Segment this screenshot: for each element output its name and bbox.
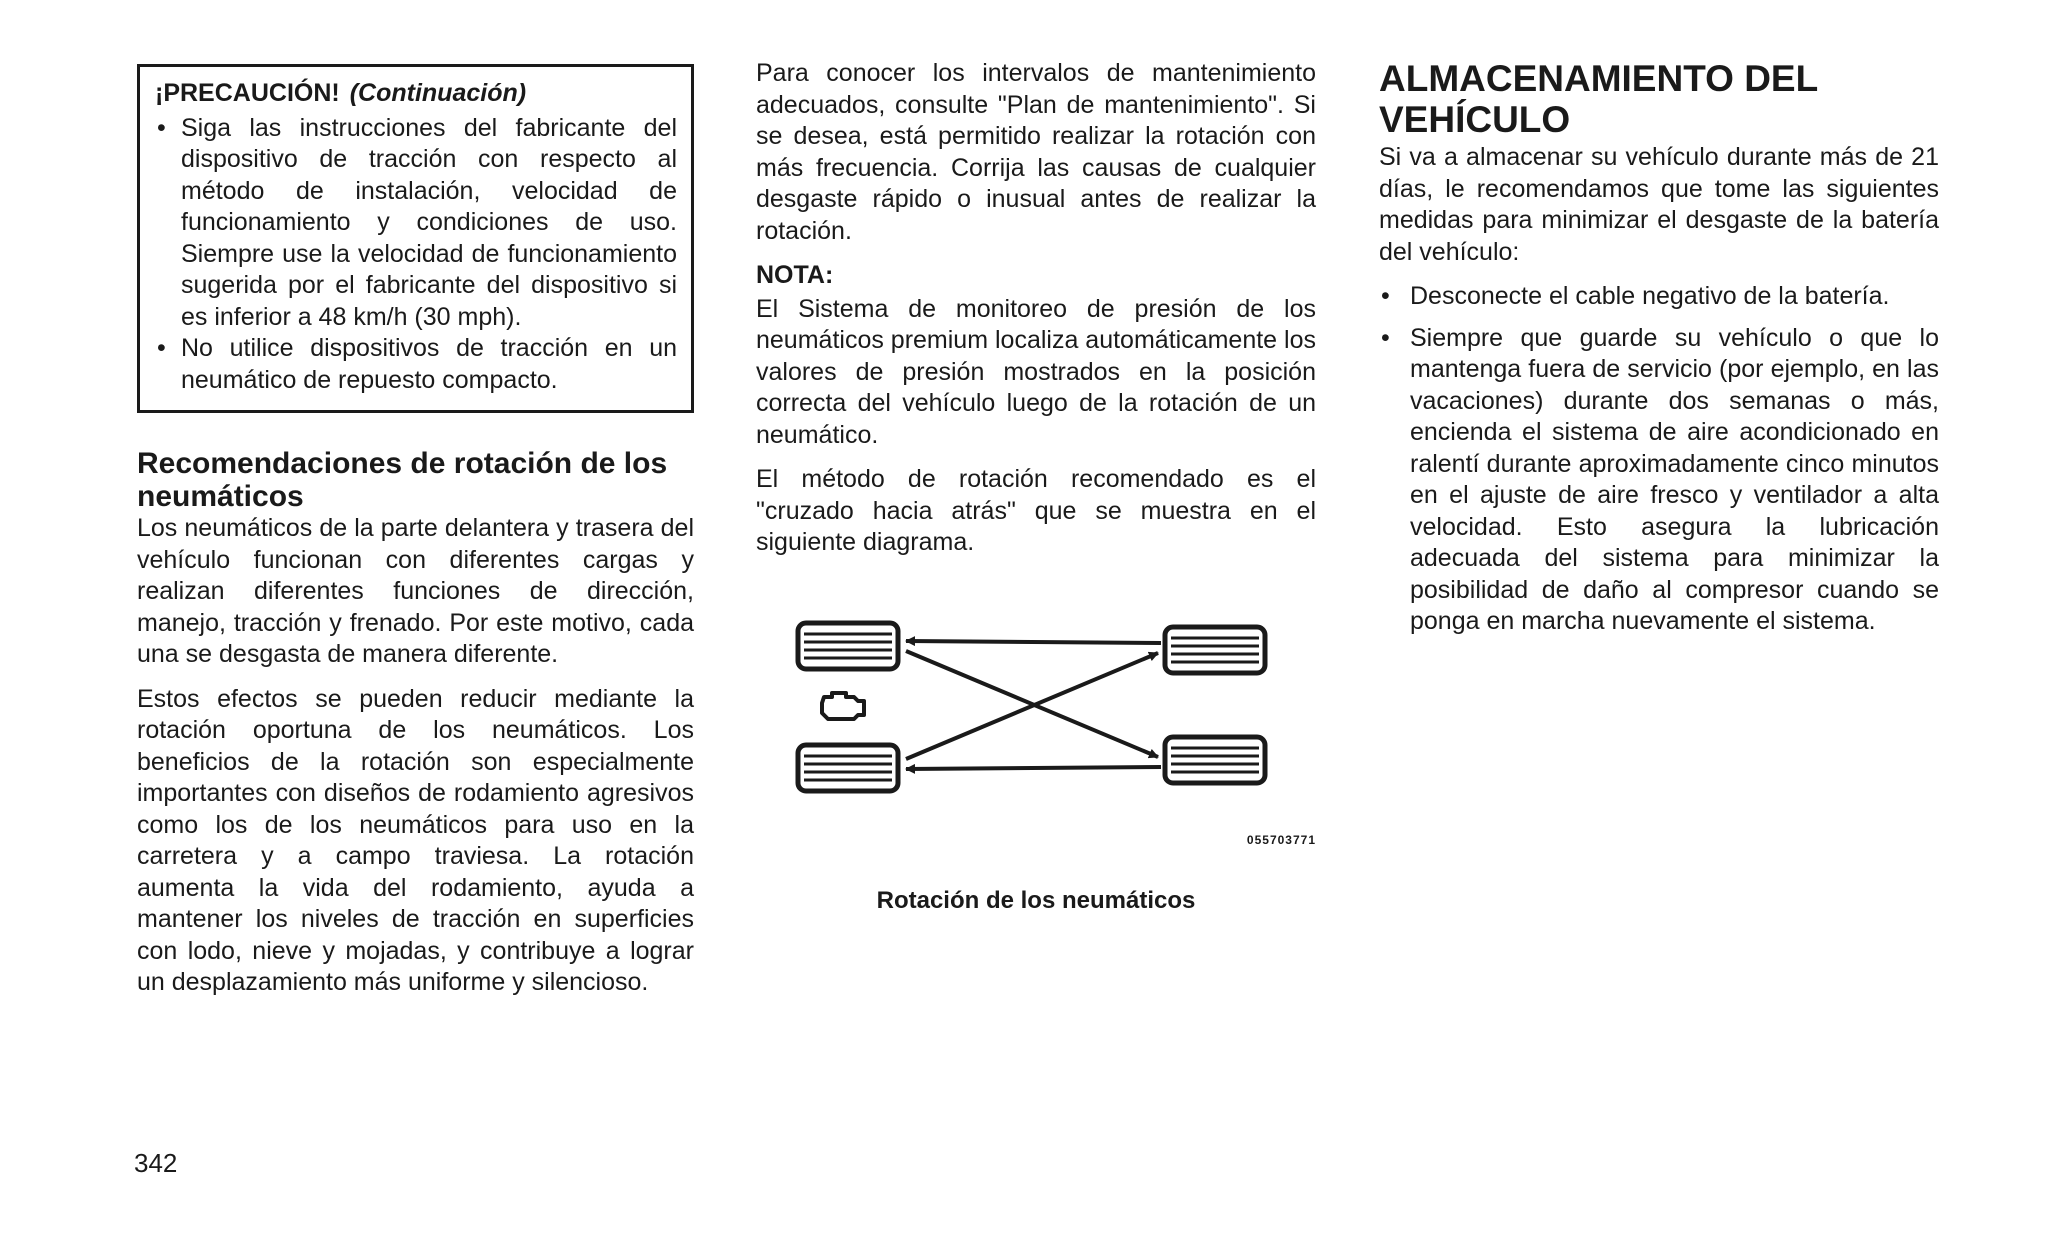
figure-caption: Rotación de los neumáticos (876, 886, 1196, 914)
caution-list (155, 113, 677, 397)
caution-label: ¡PRECAUCIÓN! (155, 79, 340, 107)
page-number: 342 (134, 1148, 178, 1178)
method-paragraph: El método de rotación recomendado es el "cruzado hacia atrás" que se muestra en el siguiente diagrama. (756, 465, 1316, 556)
maintenance-paragraph: Para conocer los intervalos de mantenimiento adecuados, consulte "Plan de mantenimiento". Si se desea, está permitido realizar la rotación con más frecuencia. Corrija las causas de cualquier desgaste rápido o inusual antes de realizar la rotación. (756, 59, 1316, 245)
tire-rotation-svg (756, 603, 1316, 843)
tire-rotation-diagram (756, 603, 1316, 893)
storage-item: • Desconecte el cable negativo de la batería. (1379, 281, 1939, 313)
tire-icon (798, 745, 898, 791)
rotation-heading: Recomendaciones de rotación de los neumáticos (137, 447, 668, 513)
figure-code: 055703771 (1246, 832, 1316, 847)
caution-item: • Siga las instrucciones del fabricante del dispositivo de tracción con respecto al método de instalación, velocidad de funcionamiento y condiciones de uso. Siempre use la velocidad de funcionamiento sugerida por el fabricante del dispositivo si es inferior a 48 km/h (30 mph). (155, 113, 677, 334)
engine-icon (822, 693, 864, 719)
rotation-paragraph: Estos efectos se pueden reducir mediante la rotación oportuna de los neumáticos. Los beneficios de la rotación son especialmente importantes con diseños de rodamiento agresivos como los de los neumáticos para uso en la carretera y a campo traviesa. La rotación aumenta la vida del rodamiento, ayuda a mantener los niveles de tracción en superficies con lodo, nieve y mojadas, y contribuye a lograr un desplazamiento más uniforme y silencioso. (137, 684, 694, 996)
storage-intro: Si va a almacenar su vehículo durante más de 21 días, le recomendamos que tome las siguientes medidas para minimizar el desgaste de la batería del vehículo: (1379, 143, 1939, 266)
caution-title (155, 78, 677, 110)
tire-icon (1165, 627, 1265, 673)
arrow-icon (906, 767, 1161, 769)
note-text: El Sistema de monitoreo de presión de los neumáticos premium localiza automáticamente los valores de presión mostrados en la posición correcta del vehículo luego de la rotación de un neumático. (756, 294, 1316, 449)
storage-list (1379, 281, 1939, 638)
arrow-icon (906, 641, 1161, 643)
caution-item: • No utilice dispositivos de tracción en un neumático de repuesto compacto. (155, 333, 677, 396)
right-column (1379, 58, 1939, 648)
caution-continuation: (Continuación) (349, 79, 527, 107)
storage-heading: ALMACENAMIENTO DEL VEHÍCULO (1379, 58, 1818, 140)
note-label: NOTA: (756, 261, 834, 289)
middle-column (756, 58, 1316, 916)
rotation-paragraph: Los neumáticos de la parte delantera y trasera del vehículo funcionan con diferentes cargas y realizan diferentes funciones de dirección, manejo, tracción y frenado. Por este motivo, cada una se desgasta de manera diferente. (137, 514, 694, 668)
left-column (137, 58, 694, 1012)
tire-icon (1165, 737, 1265, 783)
caution-box (137, 64, 694, 413)
storage-item: • Siempre que guarde su vehículo o que lo mantenga fuera de servicio (por ejemplo, en las vacaciones) durante dos semanas o más, encienda el sistema de aire acondicionado en ralentí durante aproximadamente cinco minutos en el ajuste de aire fresco y ventilador a alta velocidad. Esto asegura la lubricación adecuada del sistema para minimizar la posibilidad de daño al compresor cuando se ponga en marcha nuevamente el sistema. (1379, 323, 1939, 638)
tire-icon (798, 623, 898, 669)
